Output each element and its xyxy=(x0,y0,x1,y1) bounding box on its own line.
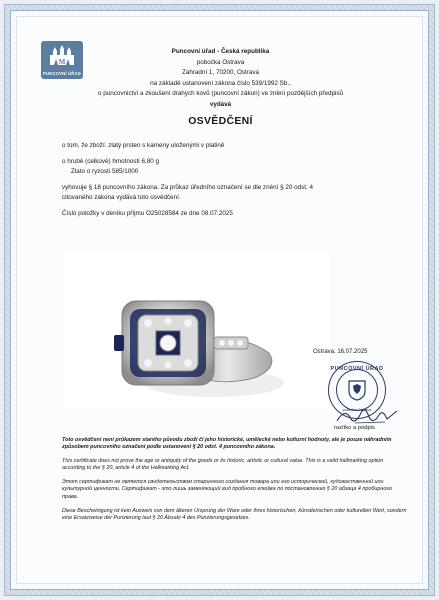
issues-label: vydává xyxy=(209,100,232,108)
compliance-line-1: vyhovuje § 18 puncovního zákona. Za průkaz úředního označení se dle znění § 20 odst. 4 xyxy=(62,184,313,191)
issuer-address: Zahradní 1, 70200, Ostrava xyxy=(181,69,259,76)
coat-of-arms-icon xyxy=(346,379,368,401)
compliance-line-2: citovaného zákona vydává toto osvědčení. xyxy=(62,194,181,201)
document-title: OSVĚDČENÍ xyxy=(188,115,253,127)
issuer-header xyxy=(17,47,424,110)
stamp-bottom-text: pobočka Ostrava xyxy=(342,408,372,412)
stamp-signature-label: razítko a podpis xyxy=(334,425,375,431)
gross-weight: o hrubé (celkové) hmotnosti 6,80 g xyxy=(62,158,159,165)
disclaimer-en: This certificate does not prove the age or antiquity of the goods or its historic, artistic or cultural value. This is a valid hallmarking option according to the § 20, article 4 of the Hallmarking Act. xyxy=(62,458,384,472)
ring-image xyxy=(64,253,329,409)
ledger-item-number: Číslo položky v deníku příjmu O25028584 ze dne 08.07.2025 xyxy=(62,210,233,217)
disclaimer-ru: Этот сертификат не является свидетельством старинного создания товара или его исторической, художественной или культурной ценности. Сертификат - это лишь заменяющий вид пробного клейма по постановлению § 20 абзаца 4 пробирного права. xyxy=(62,479,392,500)
issuer-branch: pobočka Ostrava xyxy=(196,58,245,66)
disclaimer-cz: Toto osvědčení není průkazem starého původu zboží či jeho historické, umělecké nebo kulturní hodnoty, ale je pouze náhradním způsobem puncovního označení podle ustanovení § 20 odst. 4 puncovního zákona. xyxy=(62,437,392,451)
issuer-name: Puncovní úřad - Česká republika xyxy=(171,48,270,55)
issue-place-date: Ostrava, 16.07.2025 xyxy=(313,349,368,355)
handwritten-signature xyxy=(335,405,399,427)
ring-photo xyxy=(64,253,329,409)
goods-description: o tom, že zboží: zlatý prsten s kameny uloženými v platině xyxy=(62,142,225,149)
stamp-top-text: PUNCOVNÍ ÚŘAD xyxy=(330,366,384,372)
logo-label: PUNCOVNÍ ÚŘAD xyxy=(43,71,81,76)
disclaimer-de: Diese Bescheinigung ist kein Ausweis von dem älteren Ursprung der Ware oder ihres historischen, künstlerischen oder kulturellen Wert, sondern eine Ersatzweise der Punzierung laut § 20 Absatz 4 des Punzierungsgesetzes. xyxy=(62,508,407,522)
certificate-sheet xyxy=(16,16,423,584)
legal-basis-line-1: na základě ustanovení zákona číslo 539/1992 Sb., xyxy=(150,79,291,87)
svg-text:M: M xyxy=(58,58,66,66)
legal-basis-line-2: o puncovnictví a zkoušení drahých kovů (puncovní zákon) ve znění pozdějších předpisů xyxy=(97,90,344,97)
gold-fineness: Zlato o ryzosti 585/1000 xyxy=(71,168,139,175)
